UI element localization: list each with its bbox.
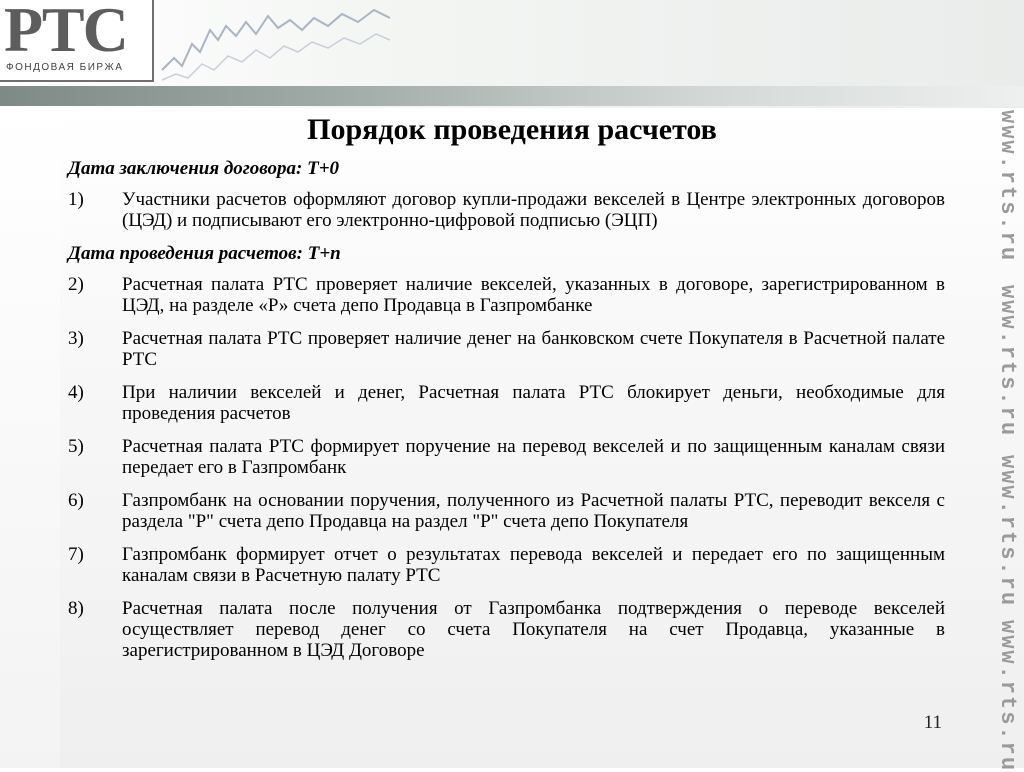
rts-logo: [0, 0, 154, 82]
item-number: 8): [68, 598, 84, 619]
slide-header: [0, 0, 1024, 108]
list-item: [68, 436, 945, 478]
slide-title: Порядок проведения расчетов: [307, 113, 717, 146]
item-number: 1): [68, 189, 84, 210]
list-item: [68, 490, 945, 532]
page-number: 11: [923, 712, 942, 733]
list-item: [68, 274, 945, 316]
item-text: Газпромбанк на основании поручения, полученного из Расчетной палаты РТС, переводит векселя с раздела "Р" счета депо Продавца на раздел "Р" счета депо Покупателя: [122, 490, 945, 532]
section-label: Дата проведения расчетов: Т+n: [68, 243, 341, 264]
item-text: Расчетная палата РТС проверяет наличие денег на банковском счете Покупателя в Расчетной палате РТС: [122, 328, 945, 370]
watermark-text: www.rts.ru: [995, 110, 1020, 263]
watermark-text: www.rts.ru: [995, 455, 1020, 608]
list-item: [68, 189, 945, 231]
slide-body: [68, 158, 945, 673]
item-text: При наличии векселей и денег, Расчетная палата РТС блокирует деньги, необходимые для проведения расчетов: [122, 382, 945, 424]
list-item: [68, 382, 945, 424]
section-label: Дата заключения договора: Т+0: [68, 158, 340, 179]
item-text: Расчетная палата РТС формирует поручение на перевод векселей и по защищенным каналам связи передает его в Газпромбанк: [122, 436, 945, 478]
header-chart-graphic: [152, 0, 392, 100]
header-bar: [0, 86, 1024, 106]
watermark-text: www.rts.ru: [995, 285, 1020, 438]
watermark-text: www.rts.ru: [995, 620, 1020, 772]
left-panel: [0, 108, 60, 768]
item-text: Расчетная палата РТС проверяет наличие векселей, указанных в договоре, зарегистрированном в ЦЭД, на разделе «Р» счета депо Продавца в Газпромбанке: [122, 274, 945, 316]
item-number: 7): [68, 544, 84, 565]
list-item: [68, 328, 945, 370]
item-text: Участники расчетов оформляют договор купли-продажи векселей в Центре электронных договоров (ЦЭД) и подписывают его электронно-цифровой подписью (ЭЦП): [122, 189, 945, 231]
logo-subtitle: ФОНДОВАЯ БИРЖА: [6, 62, 124, 73]
list-item: [68, 544, 945, 586]
item-number: 3): [68, 328, 84, 349]
item-text: Расчетная палата после получения от Газпромбанка подтверждения о переводе векселей осуществляет перевод денег со счета Покупателя на счет Продавца, указанные в зарегистрированном в ЦЭД Договоре: [122, 598, 945, 661]
item-number: 5): [68, 436, 84, 457]
item-number: 4): [68, 382, 84, 403]
item-number: 2): [68, 274, 84, 295]
logo-text: РТС: [4, 0, 127, 65]
item-number: 6): [68, 490, 84, 511]
item-text: Газпромбанк формирует отчет о результатах перевода векселей и передает его по защищенным каналам связи в Расчетную палату РТС: [122, 544, 945, 586]
list-item: [68, 598, 945, 661]
